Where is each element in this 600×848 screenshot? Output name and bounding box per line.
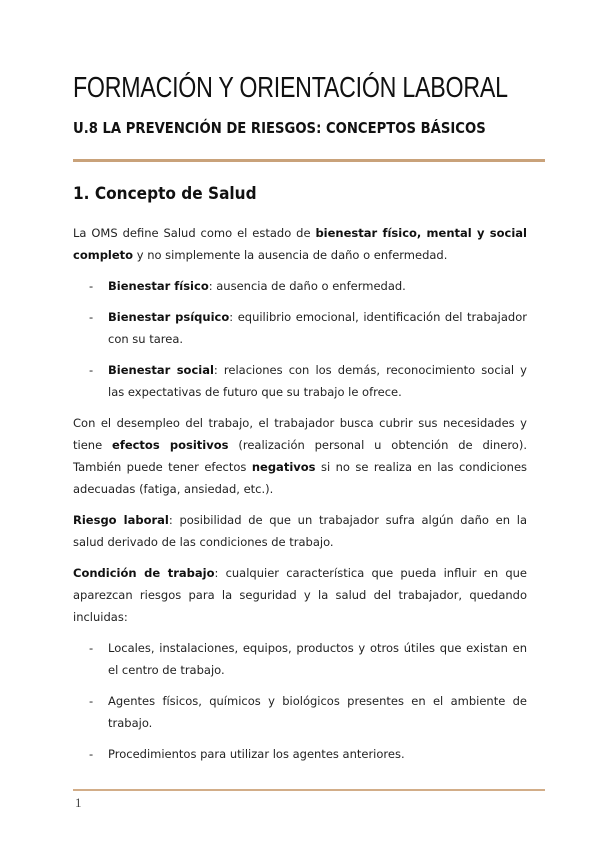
- paragraph-condicion-trabajo: [73, 562, 527, 628]
- unit-title: U.8 LA PREVENCIÓN DE RIESGOS: CONCEPTOS BÁSICOS: [73, 119, 486, 137]
- dash-bullet: -: [89, 310, 94, 324]
- text: : cualquier característica que pueda influir en que aparezcan riesgos para la seguridad y la salud del trabajador, quedando incluidas:: [73, 566, 527, 624]
- document-body: [73, 222, 527, 774]
- list-item: [73, 743, 527, 765]
- header-divider: [73, 159, 545, 162]
- section-title: 1. Concepto de Salud: [73, 184, 257, 203]
- paragraph-oms-definition: [73, 222, 527, 266]
- text: si no se realiza en las condiciones adecuadas (fatiga, ansiedad, etc.).: [73, 460, 528, 496]
- condiciones-list: [73, 637, 527, 765]
- list-item: [73, 275, 527, 297]
- bienestar-list: [73, 275, 527, 403]
- paragraph-riesgo-laboral: [73, 509, 527, 553]
- list-item: [73, 306, 527, 350]
- bold-text: negativos: [251, 460, 316, 474]
- bold-text: bienestar físico, mental y social completo: [73, 226, 527, 262]
- text: (realización personal u obtención de dinero). También puede tener efectos: [73, 438, 527, 474]
- list-item-text: : equilibrio emocional, identificación del trabajador con su tarea.: [108, 310, 527, 346]
- text: : posibilidad de que un trabajador sufra algún daño en la salud derivado de las condiciones de trabajo.: [73, 513, 527, 549]
- list-item-text: Procedimientos para utilizar los agentes anteriores.: [108, 747, 405, 761]
- dash-bullet: -: [89, 747, 94, 761]
- list-item: [73, 359, 527, 403]
- list-item-term: Bienestar social: [108, 363, 214, 377]
- document-title: FORMACIÓN Y ORIENTACIÓN LABORAL: [73, 72, 508, 104]
- bold-text: Riesgo laboral: [73, 513, 169, 527]
- list-item-term: Bienestar físico: [108, 279, 209, 293]
- text: La OMS define Salud como el estado de: [73, 226, 316, 240]
- bold-text: Condición de trabajo: [73, 566, 215, 580]
- dash-bullet: -: [89, 363, 94, 377]
- list-item-text: Locales, instalaciones, equipos, productos y otros útiles que existan en el centro de trabajo.: [108, 641, 527, 677]
- page-number: 1: [75, 795, 82, 810]
- list-item-text: Agentes físicos, químicos y biológicos presentes en el ambiente de trabajo.: [108, 694, 527, 730]
- list-item-term: Bienestar psíquico: [108, 310, 230, 324]
- text: Con el desempleo del trabajo, el trabajador busca cubrir sus necesidades y tiene: [73, 416, 527, 452]
- list-item-text: : relaciones con los demás, reconocimiento social y las expectativas de futuro que su trabajo le ofrece.: [108, 363, 527, 399]
- text: y no simplemente la ausencia de daño o enfermedad.: [133, 248, 448, 262]
- dash-bullet: -: [89, 641, 94, 655]
- list-item-text: : ausencia de daño o enfermedad.: [208, 279, 406, 293]
- paragraph-desempleo: [73, 412, 527, 500]
- list-item: [73, 637, 527, 681]
- bold-text: efectos positivos: [112, 438, 229, 452]
- dash-bullet: -: [89, 279, 94, 293]
- dash-bullet: -: [89, 694, 94, 708]
- footer-divider: [73, 789, 545, 791]
- list-item: [73, 690, 527, 734]
